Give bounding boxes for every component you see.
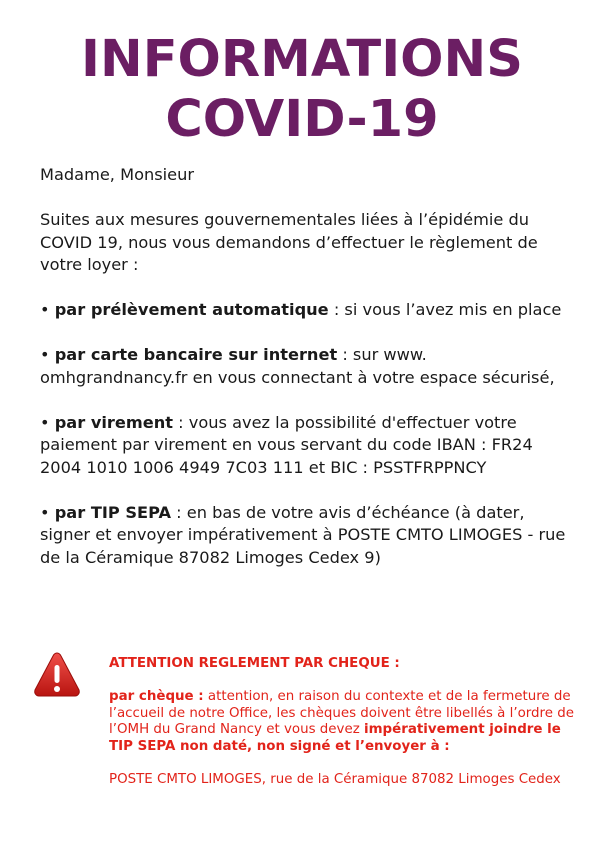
method-text: : si vous l’avez mis en place bbox=[328, 300, 562, 319]
bullet: • bbox=[40, 345, 55, 364]
method-label: par prélèvement automatique bbox=[54, 300, 329, 319]
bullet: • bbox=[40, 300, 55, 319]
title-line-1: INFORMATIONS bbox=[81, 30, 523, 89]
cheque-warning bbox=[109, 656, 579, 805]
method-text: : vous avez la possibilité d'effectuer votre paiement par virement en vous servant du code IBAN : FR24 2004 1010 1006 4949 7C03 111 et BIC : PSSTFRPPNCY bbox=[40, 412, 533, 477]
cheque-emphasis: impérativement joindre le TIP SEPA non daté, non signé et l’envoyer à : bbox=[109, 722, 561, 754]
salutation: Madame, Monsieur bbox=[40, 165, 195, 184]
payment-method-tip-sepa bbox=[40, 502, 570, 570]
warning-heading: ATTENTION REGLEMENT PAR CHEQUE : bbox=[109, 656, 400, 671]
cheque-instructions bbox=[109, 689, 579, 755]
page-title bbox=[0, 30, 604, 150]
payment-method-direct-debit bbox=[40, 299, 570, 322]
mailing-address: POSTE CMTO LIMOGES, rue de la Céramique 87082 Limoges Cedex bbox=[109, 771, 561, 787]
title-line-2: COVID-19 bbox=[165, 90, 439, 149]
method-text: : sur www. omhgrandnancy.fr en vous connectant à votre espace sécurisé, bbox=[40, 345, 555, 387]
cheque-text: attention, en raison du contexte et de la fermeture de l’accueil de notre Office, les chèques doivent être libellés à l’ordre de l’OMH du Grand Nancy et vous devez bbox=[109, 689, 574, 737]
bullet: • bbox=[40, 412, 55, 432]
method-label: par virement bbox=[54, 412, 174, 432]
payment-method-transfer bbox=[40, 412, 570, 480]
letter-body bbox=[40, 164, 570, 592]
cheque-label: par chèque : bbox=[109, 689, 204, 704]
payment-method-card bbox=[40, 344, 570, 389]
intro-paragraph: Suites aux mesures gouvernementales liées à l’épidémie du COVID 19, nous vous demandons d’effectuer le règlement de votre loyer : bbox=[40, 210, 538, 274]
method-label: par TIP SEPA bbox=[54, 502, 172, 522]
warning-triangle-icon bbox=[33, 650, 81, 698]
method-label: par carte bancaire sur internet bbox=[54, 345, 338, 364]
method-text: : en bas de votre avis d’échéance (à dater, signer et envoyer impérativement à POSTE CMTO LIMOGES - rue de la Céramique 87082 Limoges Cedex 9) bbox=[40, 502, 566, 567]
bullet: • bbox=[40, 502, 55, 522]
